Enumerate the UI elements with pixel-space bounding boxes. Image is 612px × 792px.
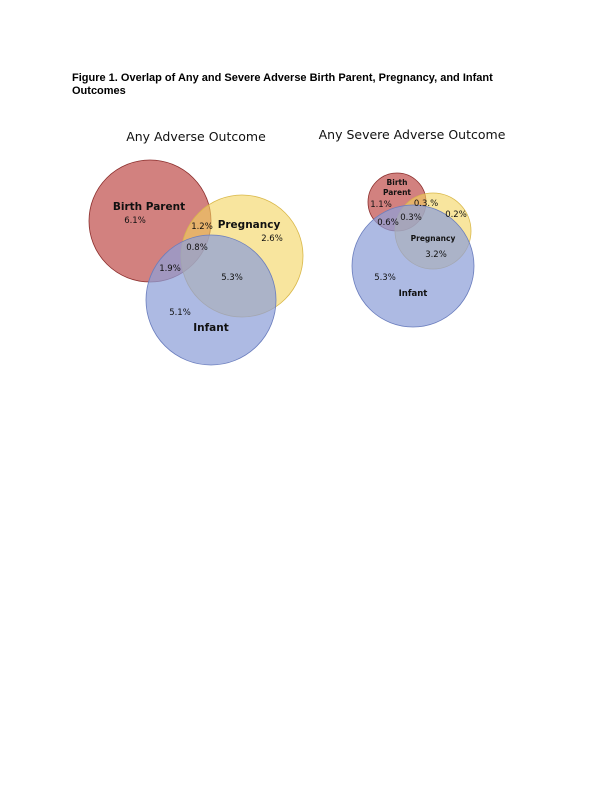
- pct-all-three-any: 0.8%: [186, 243, 208, 253]
- pct-infant-only-any: 5.1%: [169, 308, 191, 318]
- label-pregnancy-severe: Pregnancy: [410, 234, 456, 243]
- pct-bp-pregnancy-severe: 0.3.%: [413, 199, 439, 209]
- panel-title-any: Any Adverse Outcome: [126, 129, 266, 144]
- panel-title-severe: Any Severe Adverse Outcome: [318, 127, 506, 142]
- circle-infant-any: [146, 235, 276, 365]
- pct-birth-parent-only-any: 6.1%: [124, 216, 146, 226]
- label-infant-any: Infant: [193, 322, 229, 334]
- circle-infant-severe: [352, 205, 474, 327]
- pct-bp-pregnancy-any: 1.2%: [191, 222, 213, 232]
- pct-bp-infant-any: 1.9%: [159, 264, 181, 274]
- pct-pregnancy-infant-severe: 3.2%: [425, 250, 447, 260]
- pct-all-three-severe: 0.3%: [400, 213, 422, 223]
- label-pregnancy-any: Pregnancy: [217, 219, 281, 231]
- pct-infant-only-severe: 5.3%: [374, 273, 396, 283]
- pct-bp-infant-severe: 0.6%: [377, 218, 399, 228]
- figure-title: Figure 1. Overlap of Any and Severe Adverse Birth Parent, Pregnancy, and Infant Outcomes: [72, 72, 493, 97]
- pct-pregnancy-only-any: 2.6%: [261, 234, 283, 244]
- pct-birth-parent-only-severe: 1.1%: [370, 200, 392, 210]
- label-infant-severe: Infant: [398, 289, 428, 299]
- pct-pregnancy-infant-any: 5.3%: [221, 273, 243, 283]
- pct-pregnancy-only-severe: 0.2%: [445, 210, 467, 220]
- label-birth-parent-any: Birth Parent: [112, 201, 186, 213]
- label-birth-parent-severe: Birth Parent: [382, 178, 412, 197]
